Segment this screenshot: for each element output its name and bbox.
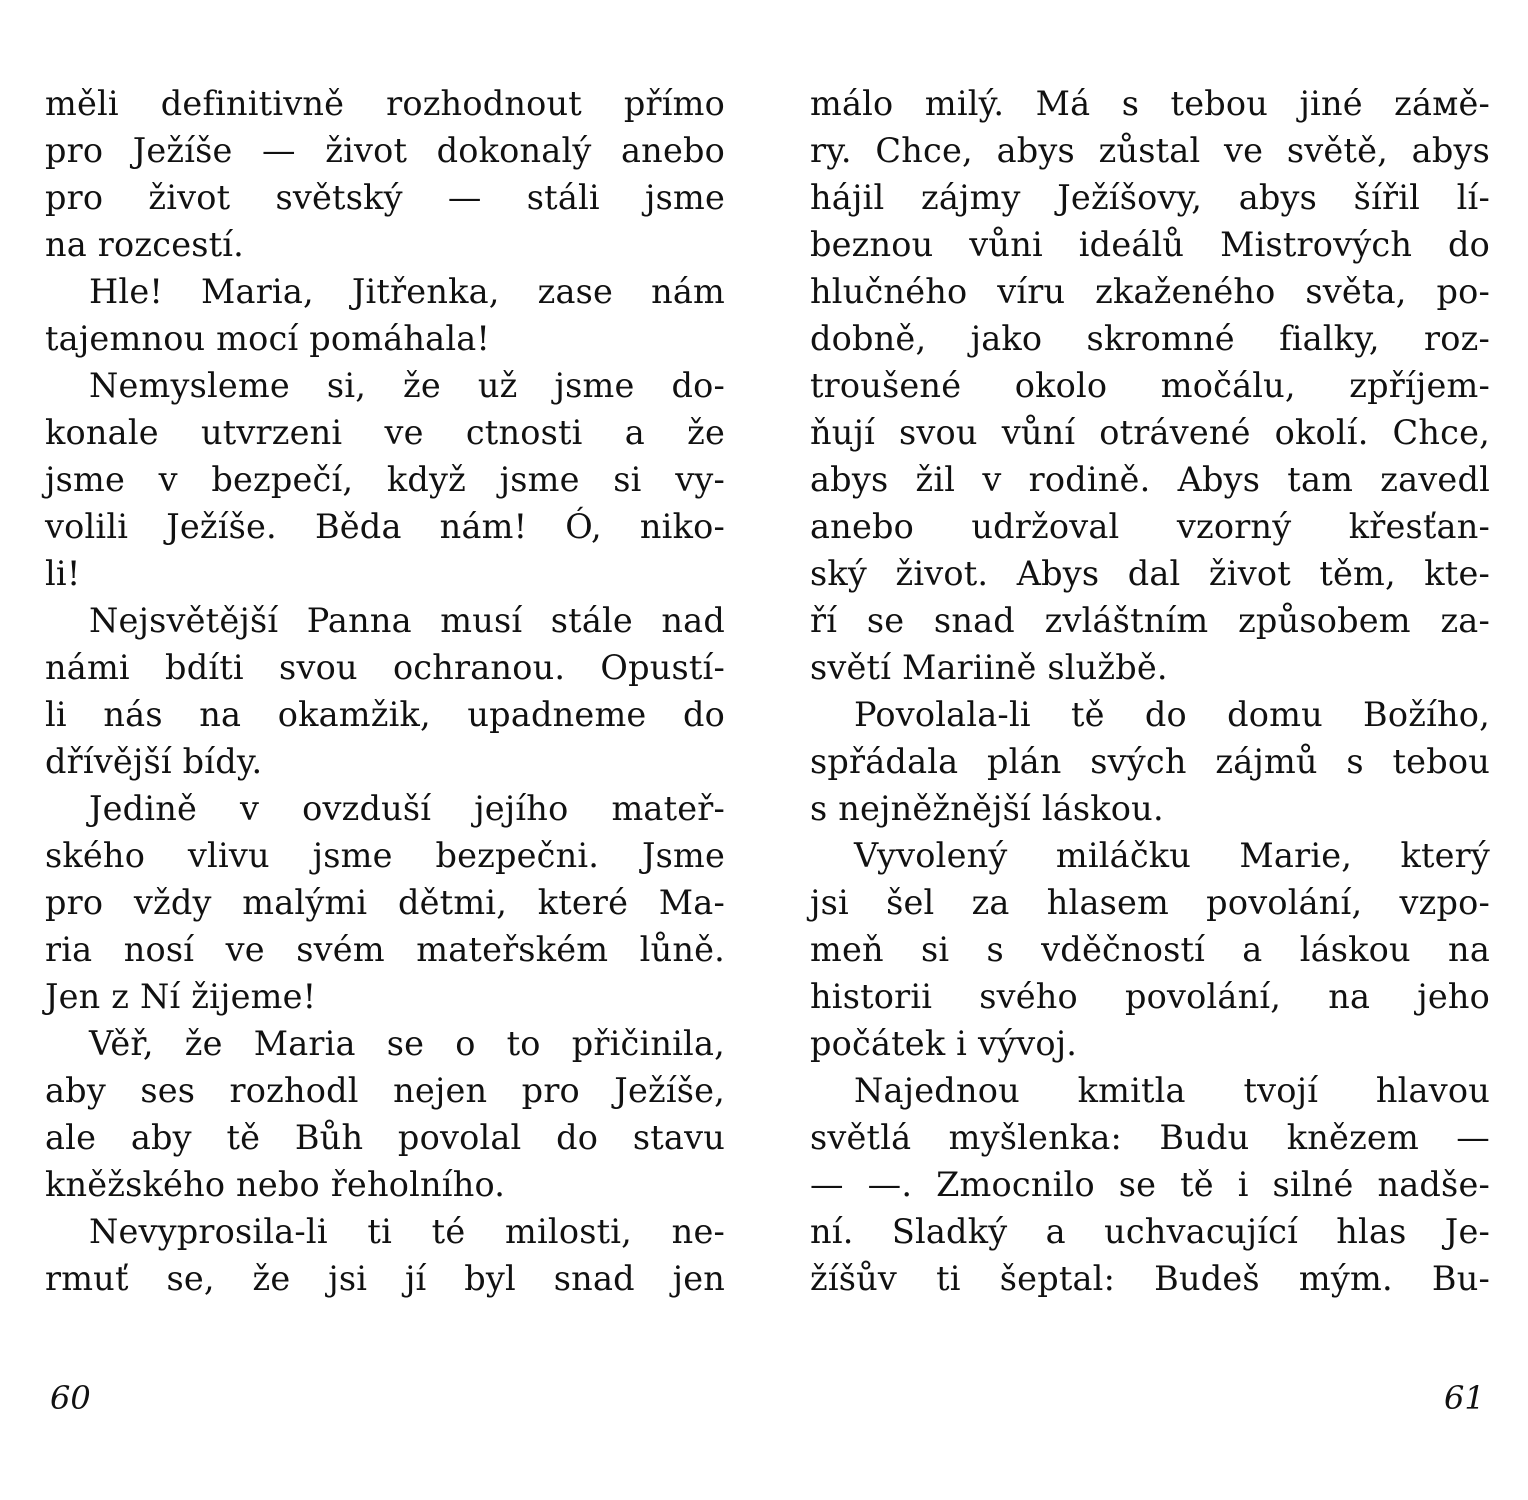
text-line: Věř, že Maria se o to přičinila, (89, 1024, 725, 1063)
text-line: abys žil v rodině. Abys tam zavedl (810, 460, 1490, 499)
text-line: Nevyprosila-li ti té milosti, ne- (89, 1212, 725, 1251)
text-line: ský život. Abys dal život těm, kte- (810, 554, 1490, 593)
left-page-body (45, 80, 725, 1302)
text-line: Nejsvětější Panna musí stále nad (89, 601, 725, 640)
right-page-number: 61 (1444, 1379, 1485, 1417)
text-line: ry. Chce, abys zůstal ve světě, abys (810, 131, 1490, 170)
text-line: beznou vůni ideálů Mistrových do (810, 225, 1490, 264)
text-line: — —. Zmocnilo se tě i silné nadše- (810, 1165, 1490, 1204)
text-line: pro vždy malými dětmi, které Ma- (45, 883, 725, 922)
text-line: anebo udržoval vzorný křesťan- (810, 507, 1490, 546)
text-line: Nemysleme si, že už jsme do- (89, 366, 725, 405)
text-line: ří se snad zvláštním způsobem za- (810, 601, 1490, 640)
text-line: světí Mariině službě. (810, 648, 1168, 687)
text-line: li! (45, 554, 81, 593)
text-line: konale utvrzeni ve ctnosti a že (45, 413, 725, 452)
text-line: historii svého povolání, na jeho (810, 977, 1490, 1016)
text-line: Vyvolený miláčku Marie, který (854, 836, 1490, 875)
text-line: ského vlivu jsme bezpečni. Jsme (45, 836, 725, 875)
text-line: světlá myšlenka: Budu knězem — (810, 1118, 1490, 1157)
text-line: ňují svou vůní otrávené okolí. Chce, (810, 413, 1490, 452)
text-line: rmuť se, že jsi jí byl snad jen (45, 1259, 725, 1298)
text-line: málo milý. Má s tebou jiné záмě- (810, 84, 1490, 123)
text-line: na rozcestí. (45, 225, 245, 264)
text-line: Jedině v ovzduší jejího mateř- (89, 789, 725, 828)
text-line: meň si s vděčností a láskou na (810, 930, 1490, 969)
text-line: dobně, jako skromné fialky, roz- (810, 319, 1490, 358)
text-line: troušené okolo močálu, zpříjem- (810, 366, 1490, 405)
text-line: kněžského nebo řeholního. (45, 1165, 506, 1204)
text-line: měli definitivně rozhodnout přímo (45, 84, 725, 123)
text-line: hlučného víru zkaženého světa, po- (810, 272, 1490, 311)
text-line: pro život světský — stáli jsme (45, 178, 725, 217)
text-line: počátek i vývoj. (810, 1024, 1078, 1063)
text-line: Hle! Maria, Jitřenka, zase nám (89, 272, 725, 311)
text-line: námi bdíti svou ochranou. Opustí- (45, 648, 725, 687)
text-line: Jen z Ní žijeme! (45, 977, 317, 1016)
text-line: ria nosí ve svém mateřském lůně. (45, 930, 725, 969)
text-line: ale aby tě Bůh povolal do stavu (45, 1118, 725, 1157)
text-line: li nás na okamžik, upadneme do (45, 695, 725, 734)
text-line: spřádala plán svých zájmů s tebou (810, 742, 1490, 781)
text-line: pro Ježíše — život dokonalý anebo (45, 131, 725, 170)
text-line: dřívější bídy. (45, 742, 263, 781)
left-page-number: 60 (50, 1379, 91, 1417)
text-line: ní. Sladký a uchvacující hlas Je- (810, 1212, 1490, 1251)
text-line: tajemnou mocí pomáhala! (45, 319, 491, 358)
text-line: jsi šel za hlasem povolání, vzpo- (810, 883, 1490, 922)
text-line: jsme v bezpečí, když jsme si vy- (45, 460, 725, 499)
text-line: s nejněžnější láskou. (810, 789, 1164, 828)
text-line: volili Ježíše. Běda nám! Ó, niko- (45, 507, 725, 546)
text-line: aby ses rozhodl nejen pro Ježíše, (45, 1071, 725, 1110)
text-line: hájil zájmy Ježíšovy, abys šířil lí- (810, 178, 1490, 217)
right-page-body (810, 80, 1490, 1302)
text-line: žíšův ti šeptal: Budeš mým. Bu- (810, 1259, 1490, 1298)
text-line: Najednou kmitla tvojí hlavou (854, 1071, 1490, 1110)
text-line: Povolala-li tě do domu Božího, (854, 695, 1490, 734)
